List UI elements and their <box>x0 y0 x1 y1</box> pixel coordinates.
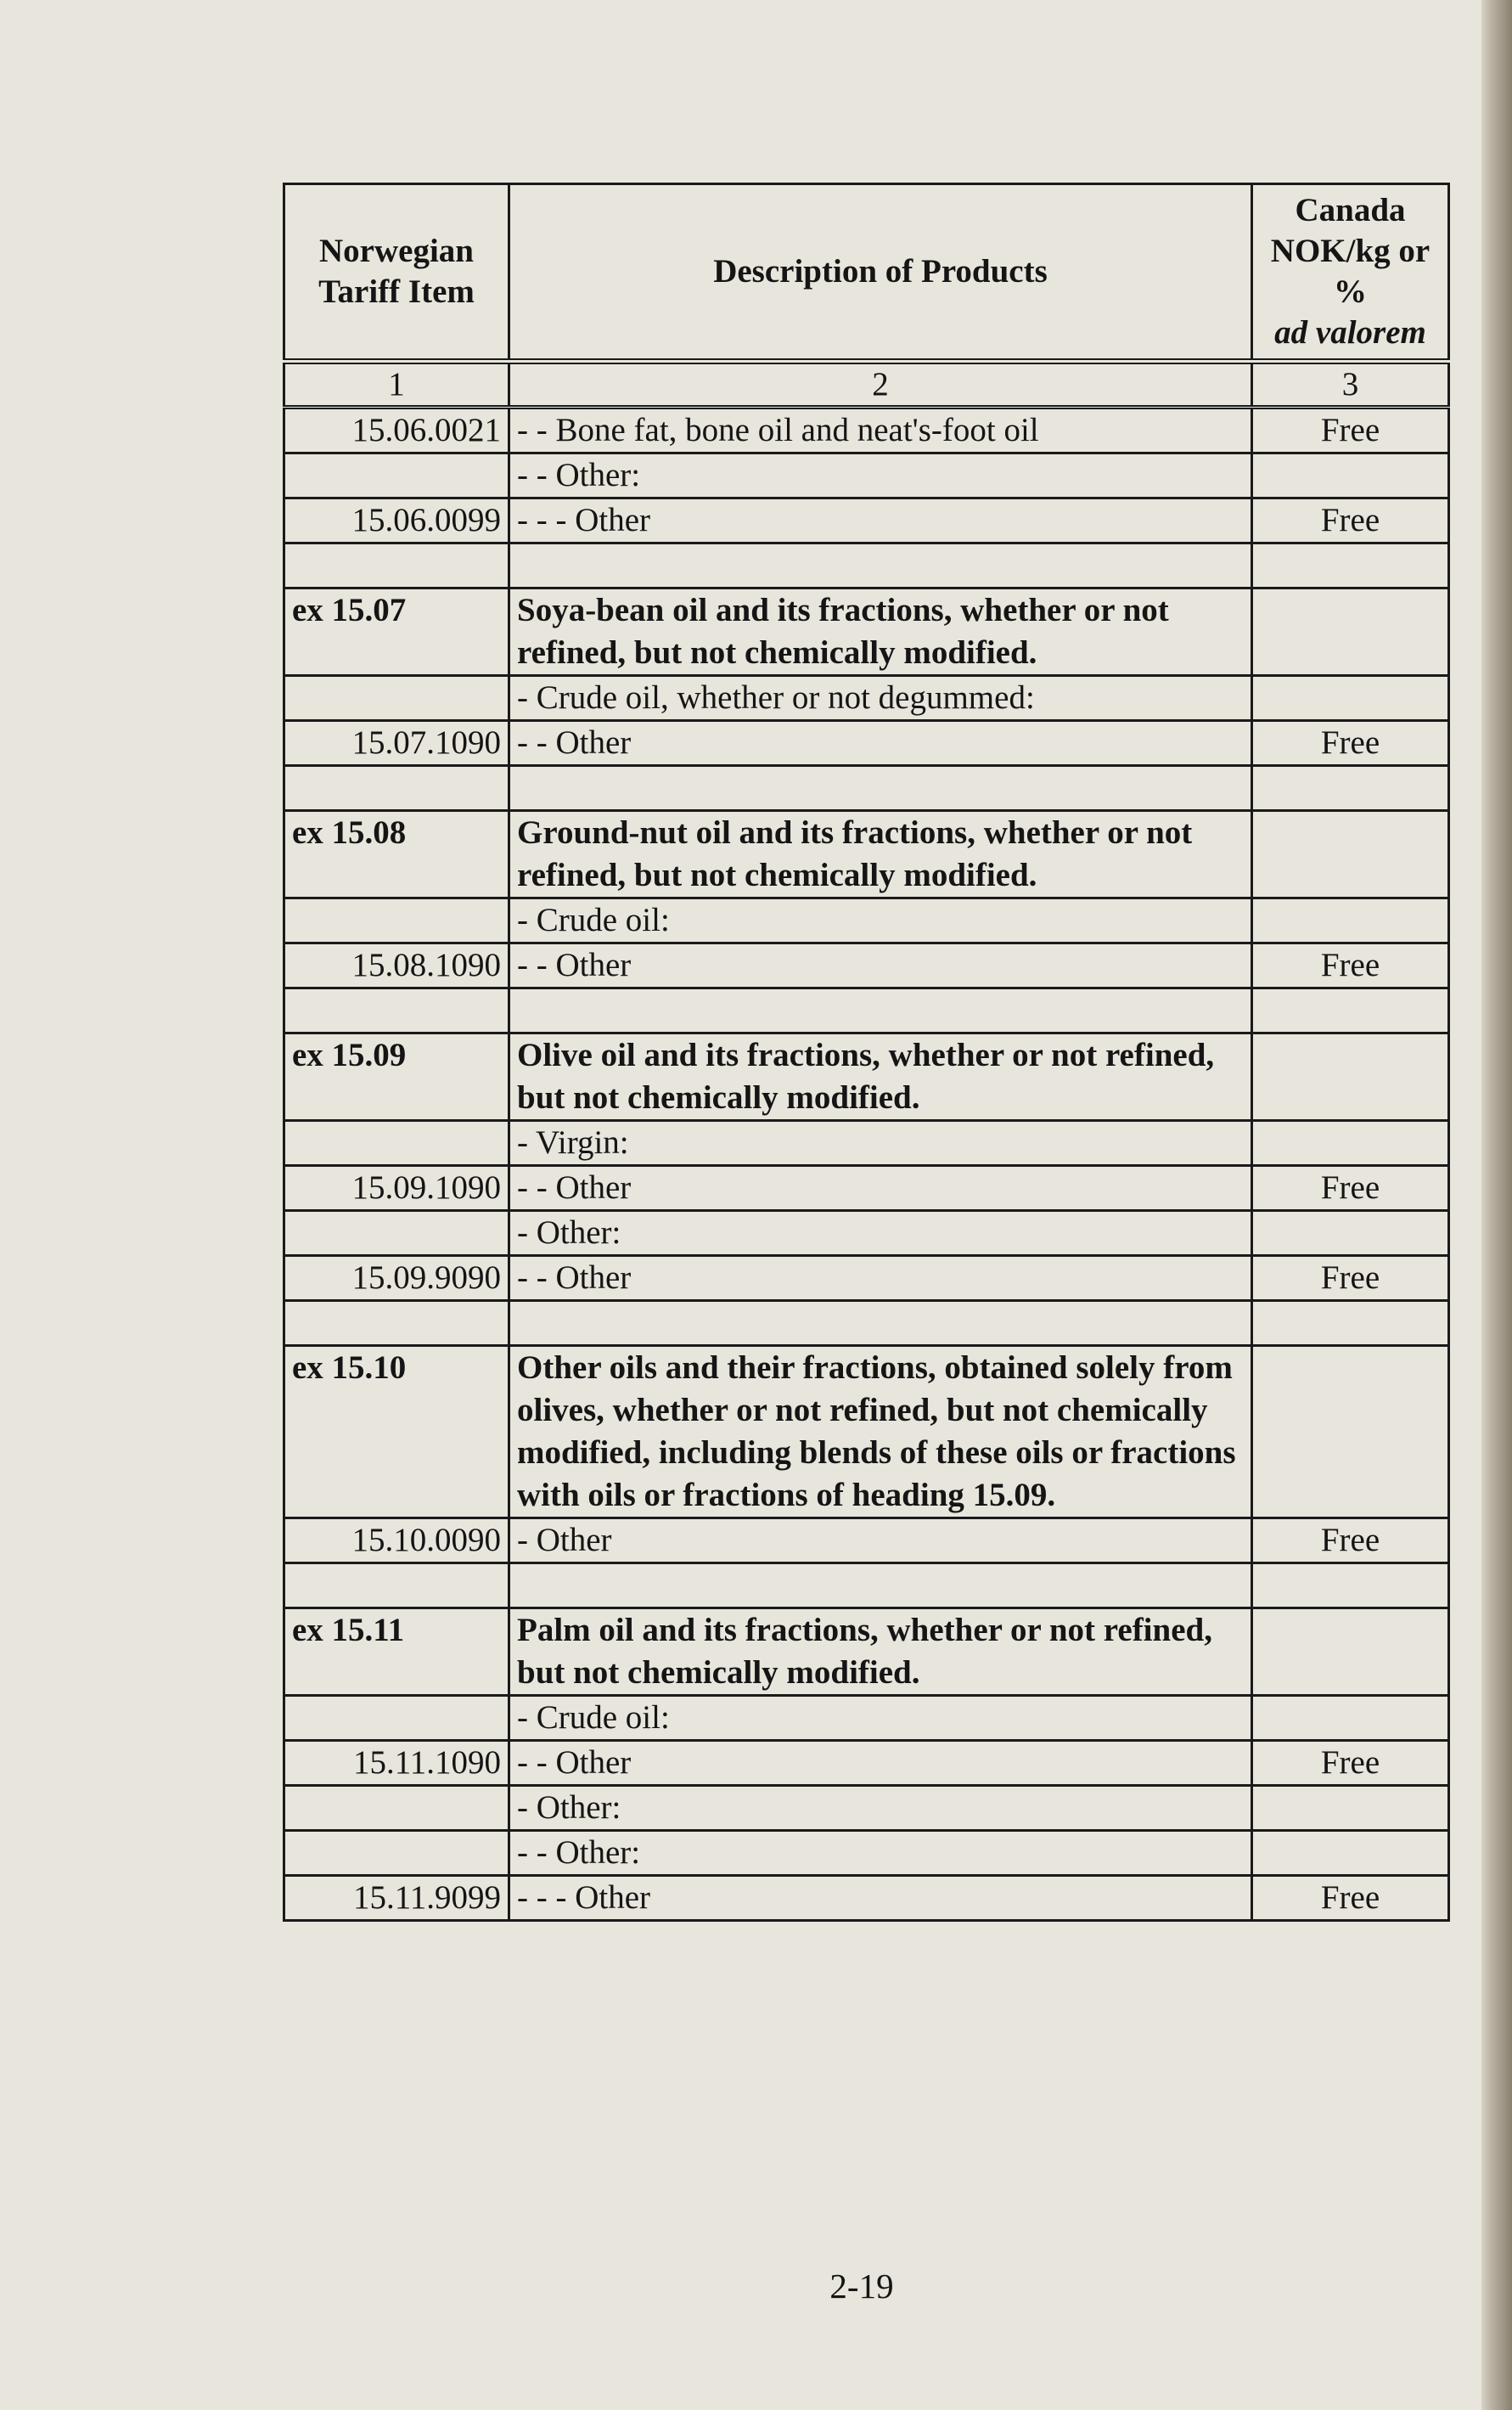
table-row <box>284 1608 1449 1696</box>
tariff-rate <box>1252 811 1449 898</box>
product-description <box>509 766 1252 811</box>
table-row-blank <box>284 1563 1449 1608</box>
tariff-item-code <box>284 988 509 1033</box>
tariff-item-code: 15.09.1090 <box>284 1166 509 1211</box>
table-row <box>284 1211 1449 1256</box>
tariff-item-code: 15.11.1090 <box>284 1741 509 1786</box>
product-description <box>509 988 1252 1033</box>
tariff-rate <box>1252 1786 1449 1831</box>
product-description: - - Bone fat, bone oil and neat's-foot oil <box>509 408 1252 453</box>
column-number: 2 <box>509 362 1252 408</box>
tariff-item-code: 15.10.0090 <box>284 1518 509 1563</box>
product-description: Olive oil and its fractions, whether or not refined, but not chemically modified. <box>509 1033 1252 1121</box>
product-description: - - Other: <box>509 453 1252 498</box>
table-row <box>284 1876 1449 1921</box>
header-rate-ad-valorem: ad valorem <box>1274 314 1426 351</box>
product-description: - Crude oil, whether or not degummed: <box>509 676 1252 721</box>
table-row <box>284 588 1449 676</box>
product-description: - Other: <box>509 1786 1252 1831</box>
tariff-item-code: 15.11.9099 <box>284 1876 509 1921</box>
table-row <box>284 1256 1449 1301</box>
tariff-item-code <box>284 676 509 721</box>
table-row <box>284 1831 1449 1876</box>
tariff-item-code <box>284 1786 509 1831</box>
table-row <box>284 453 1449 498</box>
table-row <box>284 1346 1449 1518</box>
column-number: 1 <box>284 362 509 408</box>
table-row <box>284 1518 1449 1563</box>
header-description: Description of Products <box>509 184 1252 362</box>
product-description: - - - Other <box>509 1876 1252 1921</box>
table-row <box>284 898 1449 943</box>
tariff-item-code <box>284 1211 509 1256</box>
tariff-rate: Free <box>1252 721 1449 766</box>
tariff-item-code <box>284 1301 509 1346</box>
table-row <box>284 811 1449 898</box>
product-description: Palm oil and its fractions, whether or not refined, but not chemically modified. <box>509 1608 1252 1696</box>
tariff-rate <box>1252 1346 1449 1518</box>
tariff-item-code: ex 15.11 <box>284 1608 509 1696</box>
table-row-blank <box>284 1301 1449 1346</box>
product-description: - - - Other <box>509 498 1252 543</box>
tariff-rate: Free <box>1252 1741 1449 1786</box>
tariff-rate <box>1252 1301 1449 1346</box>
table-row <box>284 1166 1449 1211</box>
table-row <box>284 1696 1449 1741</box>
tariff-rate: Free <box>1252 1256 1449 1301</box>
tariff-rate <box>1252 1033 1449 1121</box>
tariff-item-code <box>284 453 509 498</box>
tariff-rate: Free <box>1252 498 1449 543</box>
column-number-row <box>284 362 1449 408</box>
product-description: - Virgin: <box>509 1121 1252 1166</box>
tariff-item-code: ex 15.07 <box>284 588 509 676</box>
product-description <box>509 1301 1252 1346</box>
tariff-rate <box>1252 543 1449 588</box>
tariff-item-code <box>284 1563 509 1608</box>
tariff-item-code: 15.09.9090 <box>284 1256 509 1301</box>
column-number: 3 <box>1252 362 1449 408</box>
product-description <box>509 1563 1252 1608</box>
table-row-blank <box>284 543 1449 588</box>
tariff-body <box>284 408 1449 1921</box>
product-description: - - Other <box>509 1166 1252 1211</box>
tariff-item-code <box>284 543 509 588</box>
table-row <box>284 1786 1449 1831</box>
tariff-item-code: ex 15.10 <box>284 1346 509 1518</box>
tariff-rate <box>1252 1831 1449 1876</box>
product-description: - Crude oil: <box>509 1696 1252 1741</box>
tariff-rate <box>1252 988 1449 1033</box>
table-row <box>284 498 1449 543</box>
tariff-table <box>283 183 1450 1922</box>
header-rate <box>1252 184 1449 362</box>
product-description: - - Other <box>509 943 1252 988</box>
table-header-row <box>284 184 1449 362</box>
tariff-item-code: 15.08.1090 <box>284 943 509 988</box>
product-description: Ground-nut oil and its fractions, whether or not refined, but not chemically modified. <box>509 811 1252 898</box>
tariff-item-code <box>284 766 509 811</box>
product-description: - Crude oil: <box>509 898 1252 943</box>
tariff-rate <box>1252 1696 1449 1741</box>
product-description: - - Other <box>509 1256 1252 1301</box>
tariff-item-code <box>284 1121 509 1166</box>
tariff-item-code: 15.06.0099 <box>284 498 509 543</box>
tariff-item-code: 15.06.0021 <box>284 408 509 453</box>
table-row <box>284 1121 1449 1166</box>
tariff-rate: Free <box>1252 1518 1449 1563</box>
tariff-rate <box>1252 453 1449 498</box>
table-row <box>284 1741 1449 1786</box>
product-description: - - Other <box>509 721 1252 766</box>
tariff-rate <box>1252 588 1449 676</box>
table-row <box>284 943 1449 988</box>
header-rate-label: Canada NOK/kg or % <box>1270 192 1430 310</box>
product-description: - - Other: <box>509 1831 1252 1876</box>
table-row-blank <box>284 766 1449 811</box>
tariff-rate: Free <box>1252 1166 1449 1211</box>
product-description: Soya-bean oil and its fractions, whether or not refined, but not chemically modified. <box>509 588 1252 676</box>
tariff-item-code <box>284 1831 509 1876</box>
product-description: Other oils and their fractions, obtained solely from olives, whether or not refined, but not chemically modified, including blends of these oils or fractions with oils or fractions of heading 15.09. <box>509 1346 1252 1518</box>
tariff-rate <box>1252 766 1449 811</box>
table-row <box>284 676 1449 721</box>
tariff-rate: Free <box>1252 943 1449 988</box>
tariff-item-code <box>284 1696 509 1741</box>
product-description: - Other <box>509 1518 1252 1563</box>
tariff-rate <box>1252 1121 1449 1166</box>
tariff-rate: Free <box>1252 1876 1449 1921</box>
page-number: 2-19 <box>829 2266 894 2306</box>
header-tariff-item: Norwegian Tariff Item <box>284 184 509 362</box>
tariff-rate <box>1252 898 1449 943</box>
table-row <box>284 408 1449 453</box>
tariff-rate <box>1252 1211 1449 1256</box>
page-edge-shadow <box>1481 0 1512 2410</box>
tariff-rate <box>1252 1563 1449 1608</box>
tariff-item-code: ex 15.09 <box>284 1033 509 1121</box>
tariff-rate <box>1252 1608 1449 1696</box>
product-description: - Other: <box>509 1211 1252 1256</box>
table-row <box>284 721 1449 766</box>
product-description <box>509 543 1252 588</box>
tariff-item-code: 15.07.1090 <box>284 721 509 766</box>
product-description: - - Other <box>509 1741 1252 1786</box>
table-row <box>284 1033 1449 1121</box>
tariff-rate: Free <box>1252 408 1449 453</box>
table-row-blank <box>284 988 1449 1033</box>
tariff-rate <box>1252 676 1449 721</box>
tariff-item-code: ex 15.08 <box>284 811 509 898</box>
tariff-item-code <box>284 898 509 943</box>
